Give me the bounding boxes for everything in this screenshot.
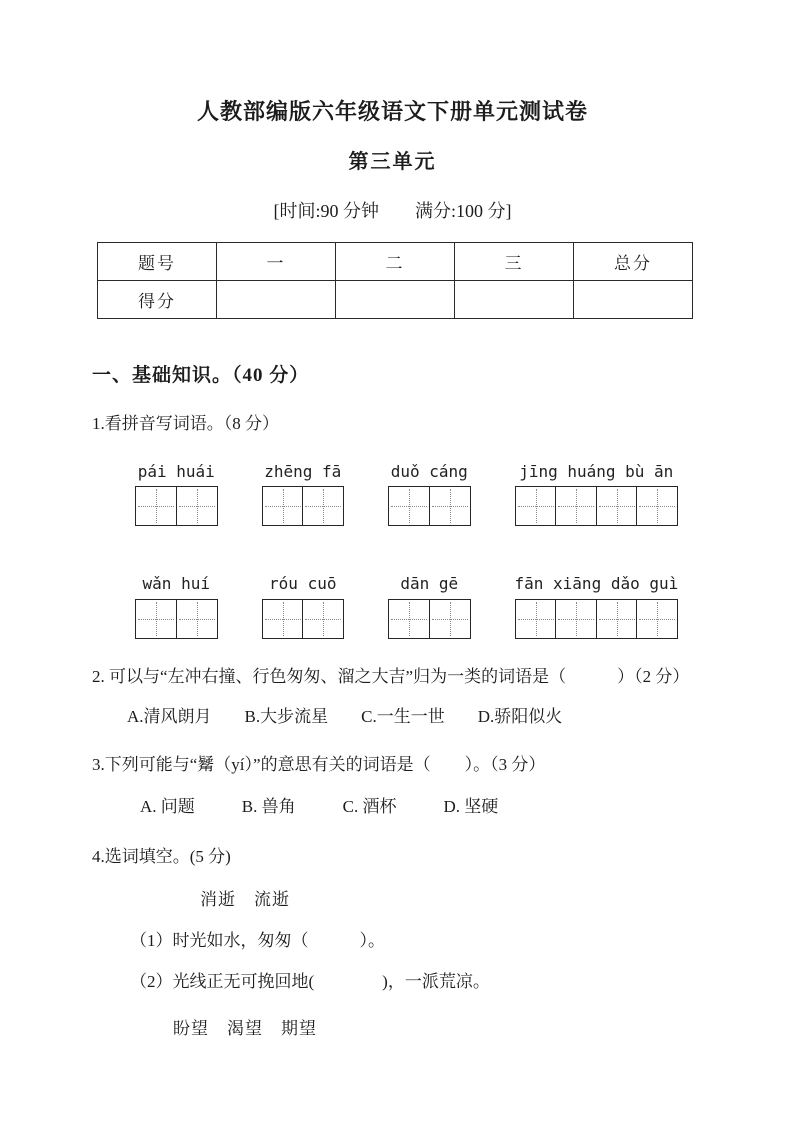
q2-options	[127, 706, 693, 727]
pinyin-word-group	[262, 462, 345, 526]
pinyin-word-group	[135, 574, 218, 638]
section-heading: 一、基础知识。（40 分）	[92, 365, 310, 387]
pinyin-word-group	[515, 462, 679, 526]
writing-cell	[515, 486, 557, 526]
q4-word-bank-2: 盼望 渴望 期望	[173, 1018, 317, 1038]
score-cell-two	[336, 281, 455, 319]
pinyin-label: wǎn huí	[142, 574, 210, 594]
writing-cell	[262, 486, 304, 526]
writing-grid	[388, 599, 471, 639]
writing-cell	[596, 599, 638, 639]
writing-cell	[429, 599, 471, 639]
score-row-label: 得分	[98, 281, 217, 319]
pinyin-label: fān xiāng dǎo guì	[514, 574, 679, 594]
page-subtitle: 第三单元	[348, 150, 437, 173]
writing-cell	[429, 486, 471, 526]
pinyin-row-1	[135, 462, 693, 526]
writing-cell	[135, 486, 177, 526]
writing-cell	[176, 599, 218, 639]
writing-cell	[388, 599, 430, 639]
q2-stem: 2. 可以与“左冲右撞、行色匆匆、溜之大吉”归为一类的词语是（ ）（2 分）	[92, 666, 690, 686]
pinyin-label: zhēng fā	[264, 462, 342, 482]
score-table-header-total: 总分	[574, 243, 693, 281]
pinyin-word-group	[515, 574, 679, 638]
writing-grid	[135, 486, 218, 526]
pinyin-word-group	[135, 462, 218, 526]
q2-option-d: D.骄阳似火	[477, 706, 563, 726]
q3-stem: 3.下列可能与“觺（yí）”的意思有关的词语是（ ）。（3 分）	[92, 755, 546, 775]
writing-cell	[636, 486, 678, 526]
score-table-header-timu: 题号	[98, 243, 217, 281]
score-cell-total	[574, 281, 693, 319]
q2-option-c: C.一生一世	[361, 706, 445, 726]
page-title: 人教部编版六年级语文下册单元测试卷	[196, 99, 588, 124]
pinyin-label: jīng huáng bù ān	[519, 462, 674, 482]
pinyin-label: dān gē	[400, 574, 459, 594]
q3-option-a: A. 问题	[140, 797, 195, 817]
score-table-header-two: 二	[336, 243, 455, 281]
q3-option-d: D. 坚硬	[443, 797, 499, 817]
pinyin-word-group	[388, 462, 471, 526]
writing-cell	[302, 486, 344, 526]
q4-stem: 4.选词填空。(5 分)	[92, 846, 231, 866]
pinyin-row-2	[135, 574, 693, 638]
writing-grid	[388, 486, 471, 526]
score-table	[97, 242, 693, 319]
writing-cell	[555, 486, 597, 526]
pinyin-label: duǒ cáng	[390, 462, 468, 482]
writing-cell	[388, 486, 430, 526]
writing-cell	[555, 599, 597, 639]
pinyin-word-group	[262, 574, 345, 638]
exam-meta: [时间:90 分钟 满分:100 分]	[273, 200, 512, 221]
writing-cell	[262, 599, 304, 639]
pinyin-word-group	[388, 574, 471, 638]
q3-option-b: B. 兽角	[241, 797, 296, 817]
score-table-score-row	[98, 281, 693, 319]
score-table-header-row	[98, 243, 693, 281]
writing-cell	[176, 486, 218, 526]
q4-item-1: （1）时光如水，匆匆（ ）。	[130, 931, 385, 951]
score-cell-three	[455, 281, 574, 319]
q2-option-a: A.清风朗月	[127, 706, 212, 726]
writing-grid	[262, 599, 345, 639]
q4-item-2: （2）光线正无可挽回地( )，一派荒凉。	[130, 972, 490, 992]
writing-cell	[596, 486, 638, 526]
score-cell-one	[217, 281, 336, 319]
pinyin-label: róu cuō	[269, 574, 337, 594]
writing-grid	[135, 599, 218, 639]
score-table-header-three: 三	[455, 243, 574, 281]
q1-stem: 1.看拼音写词语。（8 分）	[92, 413, 279, 433]
writing-cell	[636, 599, 678, 639]
writing-cell	[135, 599, 177, 639]
q2-option-b: B.大步流星	[244, 706, 329, 726]
writing-grid	[262, 486, 345, 526]
q3-options	[140, 796, 693, 817]
writing-grid	[515, 599, 679, 639]
q3-option-c: C. 酒杯	[342, 797, 397, 817]
q4-word-bank-1: 消逝 流逝	[200, 889, 290, 909]
score-table-header-one: 一	[217, 243, 336, 281]
writing-cell	[302, 599, 344, 639]
pinyin-label: pái huái	[137, 462, 215, 482]
writing-cell	[515, 599, 557, 639]
writing-grid	[515, 486, 679, 526]
